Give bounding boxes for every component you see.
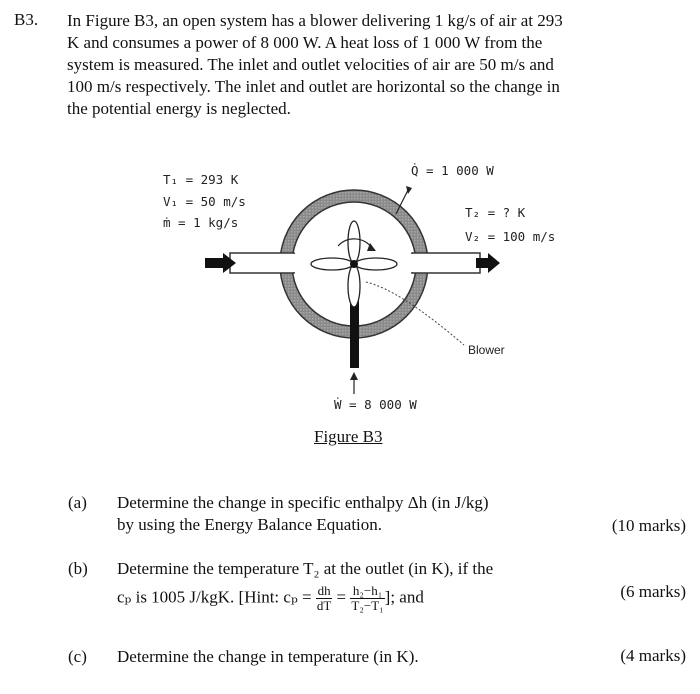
hint-suffix: ]; and <box>384 587 424 607</box>
outlet-velocity-label: V₂ = 100 m/s <box>465 229 556 244</box>
part-a-marks: (10 marks) <box>611 516 686 535</box>
inlet-pipe <box>230 253 294 273</box>
difference-fraction: $\frac{\text{h₂−h₁}}{\text{T₂−T₁}}$ <box>351 583 384 613</box>
part-b-label: (b) <box>68 559 88 578</box>
inlet-temperature-label: T₁ = 293 K <box>163 172 239 187</box>
part-a-label: (a) <box>68 493 87 512</box>
part-b-marks: (6 marks) <box>620 582 686 601</box>
part-b-line2 <box>117 584 424 613</box>
intro-line: K and consumes a power of 8 000 W. A heat loss of 1 000 W from the <box>67 33 543 52</box>
part-a-line: by using the Energy Balance Equation. <box>117 515 383 534</box>
outlet-pipe <box>412 253 480 273</box>
question-number: B3. <box>14 10 39 29</box>
intro-line: 100 m/s respectively. The inlet and outlet are horizontal so the change in <box>67 77 560 96</box>
inlet-velocity-label: V₁ = 50 m/s <box>163 194 246 209</box>
intro-line: system is measured. The inlet and outlet velocities of air are 50 m/s and <box>67 55 554 74</box>
part-b-line1: Determine the temperature T₂ at the outlet (in K), if the <box>117 559 494 578</box>
part-c-label: (c) <box>68 647 87 666</box>
part-c-marks: (4 marks) <box>620 646 686 665</box>
part-c-text: Determine the change in temperature (in K). <box>117 647 419 666</box>
derivative-fraction: $\frac{dh}{dT}$ <box>316 583 332 613</box>
intro-line: In Figure B3, an open system has a blower delivering 1 kg/s of air at 293 <box>67 11 563 30</box>
mass-flow-label: ṁ = 1 kg/s <box>163 215 239 230</box>
work-label: Ẇ = 8 000 W <box>334 397 417 412</box>
outlet-temperature-label: T₂ = ? K <box>465 205 526 220</box>
equals-sign: = <box>332 587 351 607</box>
heat-loss-label: Q̇ = 1 000 W <box>411 163 494 178</box>
part-a-line: Determine the change in specific enthalpy Δh (in J/kg) <box>117 493 489 512</box>
figure-caption: Figure B3 <box>314 427 383 446</box>
hint-prefix: cₚ is 1005 J/kgK. [Hint: cₚ = <box>117 587 316 607</box>
intro-line: the potential energy is neglected. <box>67 99 291 118</box>
blower-label: Blower <box>468 343 505 357</box>
